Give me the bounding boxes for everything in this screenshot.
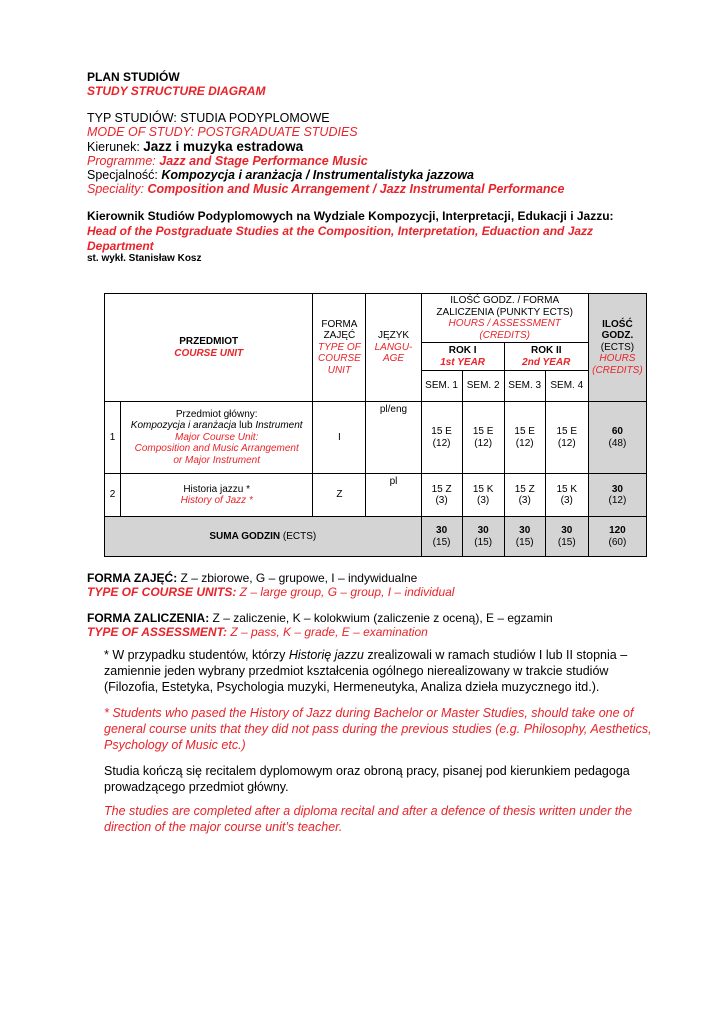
- sem2-value: [462, 402, 504, 474]
- sem1-credits: (3): [435, 495, 448, 506]
- sum-label-cell: [105, 517, 422, 557]
- conclusion-en: The studies are completed after a diploma recital and after a defence of thesis written under the direction of the major course unit’s teacher.: [104, 804, 633, 834]
- sum-sem3-hours: 30: [519, 525, 531, 536]
- year2-header: [504, 343, 588, 371]
- sem2-credits: (3): [477, 495, 490, 506]
- note-en: * Students who pased the History of Jazz during Bachelor or Master Studies, should take one of general course units that they did not pass during the previous studies (e.g. Philosophy, Aesthetics, Psychology of Music etc.): [104, 706, 652, 752]
- sem3-value: [504, 474, 545, 517]
- course-unit-header-en: COURSE UNIT: [174, 347, 244, 359]
- sum-total-credits: (60): [608, 536, 627, 548]
- year1-header-en: 1st YEAR: [440, 356, 486, 368]
- sem4-hours: 15 E: [556, 426, 578, 437]
- kierunek-value: Jazz i muzyka estradowa: [143, 139, 304, 154]
- sem2-hours: 15 K: [472, 483, 494, 495]
- legend-form-text: Z – zbiorowe, G – grupowe, I – indywidualne: [177, 571, 418, 585]
- language-header: [366, 294, 421, 402]
- course-name-pl-2c: Instrument: [255, 420, 303, 432]
- sem1-value: [421, 402, 462, 474]
- note-pl-b: Historię jazzu: [288, 648, 364, 662]
- sem3-hours: 15 Z: [514, 483, 535, 495]
- legend-assessment-text-pl: Z – zaliczenie, K – kolokwium (zaliczenie z oceną), E – egzamin: [209, 611, 553, 625]
- sem1-hours: 15 Z: [431, 483, 452, 495]
- sum-sem1-credits: (15): [432, 536, 451, 548]
- specjalnosc-value: Kompozycja i aranżacja / Instrumentalistyka jazzowa: [161, 168, 474, 182]
- kierunek-line: [87, 139, 303, 155]
- course-form: Z: [313, 474, 366, 517]
- course-form: I: [313, 402, 366, 474]
- legend-assessment-label-en: TYPE OF ASSESSMENT:: [87, 625, 228, 639]
- hours-header-en: HOURS / ASSESSMENT (CREDITS): [448, 318, 561, 341]
- course-name-en-1: History of Jazz *: [180, 495, 253, 506]
- total-credits: (12): [608, 495, 627, 506]
- legend-assessment-text-en: Z – pass, K – grade, E – examination: [227, 625, 428, 639]
- table-row: [105, 402, 647, 474]
- course-name-pl-1: Historia jazzu *: [183, 483, 251, 495]
- note-pl: [104, 647, 664, 695]
- sem4-credits: (3): [560, 495, 573, 506]
- year1-header: [421, 343, 504, 371]
- sum-sem2: [462, 517, 504, 557]
- course-name-en-3: or Major Instrument: [173, 454, 261, 466]
- total-hours: 30: [611, 483, 623, 495]
- head-en: Head of the Postgraduate Studies at the Composition, Interpretation, Eduaction and Jazz Department: [87, 224, 594, 253]
- sem2-value: [462, 474, 504, 517]
- course-name-pl-2a: Kompozycja i aranżacja: [130, 420, 237, 432]
- sem2-hours: 15 E: [472, 426, 494, 437]
- sum-sem2-hours: 30: [477, 525, 489, 536]
- sem1-credits: (12): [432, 437, 451, 449]
- table-row: [105, 474, 647, 517]
- programme-label: Programme:: [87, 154, 160, 168]
- head-pl: Kierownik Studiów Podyplomowych na Wydziale Kompozycji, Interpretacji, Edukacji i Jazzu:: [87, 209, 614, 223]
- legend-type-label: TYPE OF COURSE UNITS:: [87, 585, 237, 599]
- sem4-hours: 15 K: [556, 483, 578, 495]
- course-name-cell: [121, 402, 313, 474]
- speciality-value: Composition and Music Arrangement / Jazz Instrumental Performance: [147, 182, 565, 196]
- language-header-pl: JĘZYK: [377, 330, 410, 342]
- sum-label: SUMA GODZIN: [209, 530, 281, 542]
- course-language: pl/eng: [366, 402, 421, 474]
- note-pl-c: zrealizowali w ramach studiów I lub II stopnia – zamiennie jeden wybrany przedmiot kształcenia ogólnego nierealizowany w trakcie studiów (Filozofia, Estetyka, Psychologia muzyki, Hermeneutyka, Analiza dzieła muzycznego itd.).: [104, 648, 628, 694]
- total-value: [588, 474, 646, 517]
- course-name-pl-1: Przedmiot główny:: [175, 408, 258, 420]
- sem3-credits: (12): [515, 437, 534, 449]
- course-name-pl-2: [123, 420, 310, 432]
- sem3-value: [504, 402, 545, 474]
- note-pl-a: * W przypadku studentów, którzy: [104, 648, 289, 662]
- course-name-en-2: Composition and Music Arrangement: [134, 443, 299, 455]
- specjalnosc-line: [87, 168, 474, 183]
- study-plan-table: [104, 293, 647, 557]
- title-en: STUDY STRUCTURE DIAGRAM: [87, 84, 266, 98]
- sum-sem4-hours: 30: [561, 525, 573, 536]
- sum-total: [588, 517, 646, 557]
- head-name: st. wykł. Stanisław Kosz: [87, 253, 202, 264]
- legend-type-en: [87, 585, 454, 599]
- sum-sem3-credits: (15): [515, 536, 534, 548]
- sum-total-hours: 120: [609, 525, 626, 536]
- sum-ects-label: (ECTS): [280, 530, 317, 542]
- hours-header: [421, 294, 588, 343]
- title-pl: PLAN STUDIÓW: [87, 70, 180, 84]
- total-header: [588, 294, 646, 402]
- sem1-hours: 15 E: [431, 426, 452, 437]
- total-hours: 60: [611, 426, 623, 437]
- sem4-value: [545, 402, 588, 474]
- sum-sem3: [504, 517, 545, 557]
- sem1-value: [421, 474, 462, 517]
- sem4-value: [545, 474, 588, 517]
- sem4-credits: (12): [557, 437, 576, 449]
- conclusion-pl: Studia kończą się recitalem dyplomowym oraz obroną pracy, pisanej pod kierunkiem pedagoga prowadzącego przedmiot główny.: [104, 764, 630, 794]
- course-unit-header-pl: PRZEDMIOT: [179, 336, 239, 347]
- course-name-en-1: Major Course Unit:: [175, 431, 259, 443]
- legend-assessment-pl: [87, 611, 553, 625]
- hours-header-pl: ILOŚĆ GODZ. / FORMA ZALICZENIA (PUNKTY ECTS): [436, 295, 573, 318]
- legend-assessment-label-pl: FORMA ZALICZENIA:: [87, 611, 210, 625]
- total-credits: (48): [608, 437, 627, 449]
- sem4-header: SEM. 4: [545, 371, 588, 402]
- study-mode-en: MODE OF STUDY: POSTGRADUATE STUDIES: [87, 125, 358, 139]
- form-header: [313, 294, 366, 402]
- total-header-pl: ILOŚĆ GODZ.: [601, 318, 634, 342]
- legend-form-label: FORMA ZAJĘĆ:: [87, 571, 178, 585]
- sum-sem1: [421, 517, 462, 557]
- legend-type-text: Z – large group, G – group, I – individual: [236, 585, 455, 599]
- course-name-cell: [121, 474, 313, 517]
- programme-line: [87, 154, 368, 169]
- sem3-header: SEM. 3: [504, 371, 545, 402]
- sum-sem2-credits: (15): [474, 536, 493, 548]
- sum-sem4: [545, 517, 588, 557]
- speciality-line: [87, 182, 564, 197]
- specjalnosc-label: Specjalność:: [87, 168, 162, 182]
- total-header-ects: (ECTS): [600, 341, 635, 353]
- year2-header-en: 2nd YEAR: [522, 356, 571, 368]
- total-header-en: HOURS (CREDITS): [592, 353, 643, 376]
- study-type-pl: TYP STUDIÓW: STUDIA PODYPLOMOWE: [87, 111, 330, 125]
- form-header-en: TYPE OF COURSE UNIT: [318, 341, 361, 376]
- sem2-credits: (12): [474, 437, 493, 449]
- year2-header-pl: ROK II: [530, 345, 562, 356]
- speciality-label: Speciality:: [87, 182, 148, 196]
- total-value: [588, 402, 646, 474]
- legend-assessment-en: [87, 625, 428, 639]
- year1-header-pl: ROK I: [448, 345, 477, 356]
- form-header-pl: FORMA ZAJĘĆ: [321, 318, 358, 342]
- course-unit-header: [105, 294, 313, 402]
- sum-sem1-hours: 30: [436, 525, 448, 536]
- row-number: 2: [105, 474, 121, 517]
- programme-value: Jazz and Stage Performance Music: [159, 154, 368, 168]
- language-header-en: LANGU-AGE: [374, 341, 413, 365]
- sum-row: [105, 517, 647, 557]
- sum-sem4-credits: (15): [557, 536, 576, 548]
- sem2-header: SEM. 2: [462, 371, 504, 402]
- course-language: pl: [366, 474, 421, 517]
- legend-form-pl: [87, 571, 417, 585]
- course-name-pl-2b: lub: [236, 420, 256, 432]
- sem3-hours: 15 E: [514, 426, 535, 437]
- kierunek-label: Kierunek:: [87, 140, 144, 154]
- sem1-header: SEM. 1: [421, 371, 462, 402]
- row-number: 1: [105, 402, 121, 474]
- sem3-credits: (3): [518, 495, 531, 506]
